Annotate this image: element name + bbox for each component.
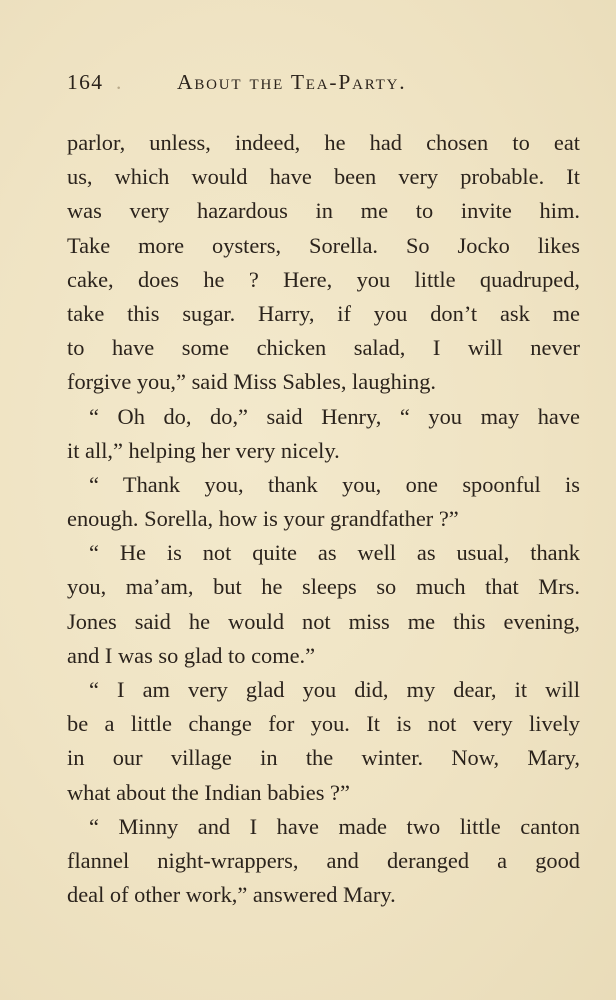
text-line: what about the Indian babies ?” (67, 779, 350, 805)
running-title: About the Tea-Party. (177, 70, 407, 94)
text-line: parlor, unless, indeed, he had chosen to eat (67, 130, 580, 155)
text-line: “ He is not quite as well as usual, thank (89, 540, 580, 566)
text-line: and I was so glad to come.” (67, 642, 316, 668)
text-line: flannel night-wrappers, and deranged a good (67, 847, 580, 873)
page-number-mark: . (116, 70, 123, 94)
text-line: “ I am very glad you did, my dear, it will (89, 677, 580, 702)
text-line: us, which would have been very probable. It (67, 164, 580, 190)
text-line: “ Thank you, thank you, one spoonful is (89, 471, 580, 497)
text-line: you, ma’am, but he sleeps so much that Mrs. (67, 574, 580, 600)
text-line: it all,” helping her very nicely. (67, 437, 340, 463)
text-line: Jones said he would not miss me this evening, (67, 608, 580, 634)
text-line: be a little change for you. It is not very lively (67, 711, 580, 737)
text-line: “ Oh do, do,” said Henry, “ you may have (89, 403, 580, 429)
text-line: “ Minny and I have made two little canton (89, 813, 580, 839)
text-line: deal of other work,” answered Mary. (67, 882, 396, 908)
body-text (67, 126, 580, 912)
text-line: to have some chicken salad, I will never (67, 335, 580, 361)
text-line: was very hazardous in me to invite him. (67, 198, 580, 224)
text-line: enough. Sorella, how is your grandfather ?” (67, 506, 459, 532)
text-line: cake, does he ? Here, you little quadruped, (67, 266, 580, 292)
text-line: Take more oysters, Sorella. So Jocko likes (67, 232, 580, 258)
text-line: forgive you,” said Miss Sables, laughing. (67, 369, 436, 395)
text-line: take this sugar. Harry, if you don’t ask me (67, 300, 580, 326)
running-head (67, 70, 577, 104)
page-number: 164 (67, 70, 104, 94)
text-line: in our village in the winter. Now, Mary, (67, 745, 580, 771)
